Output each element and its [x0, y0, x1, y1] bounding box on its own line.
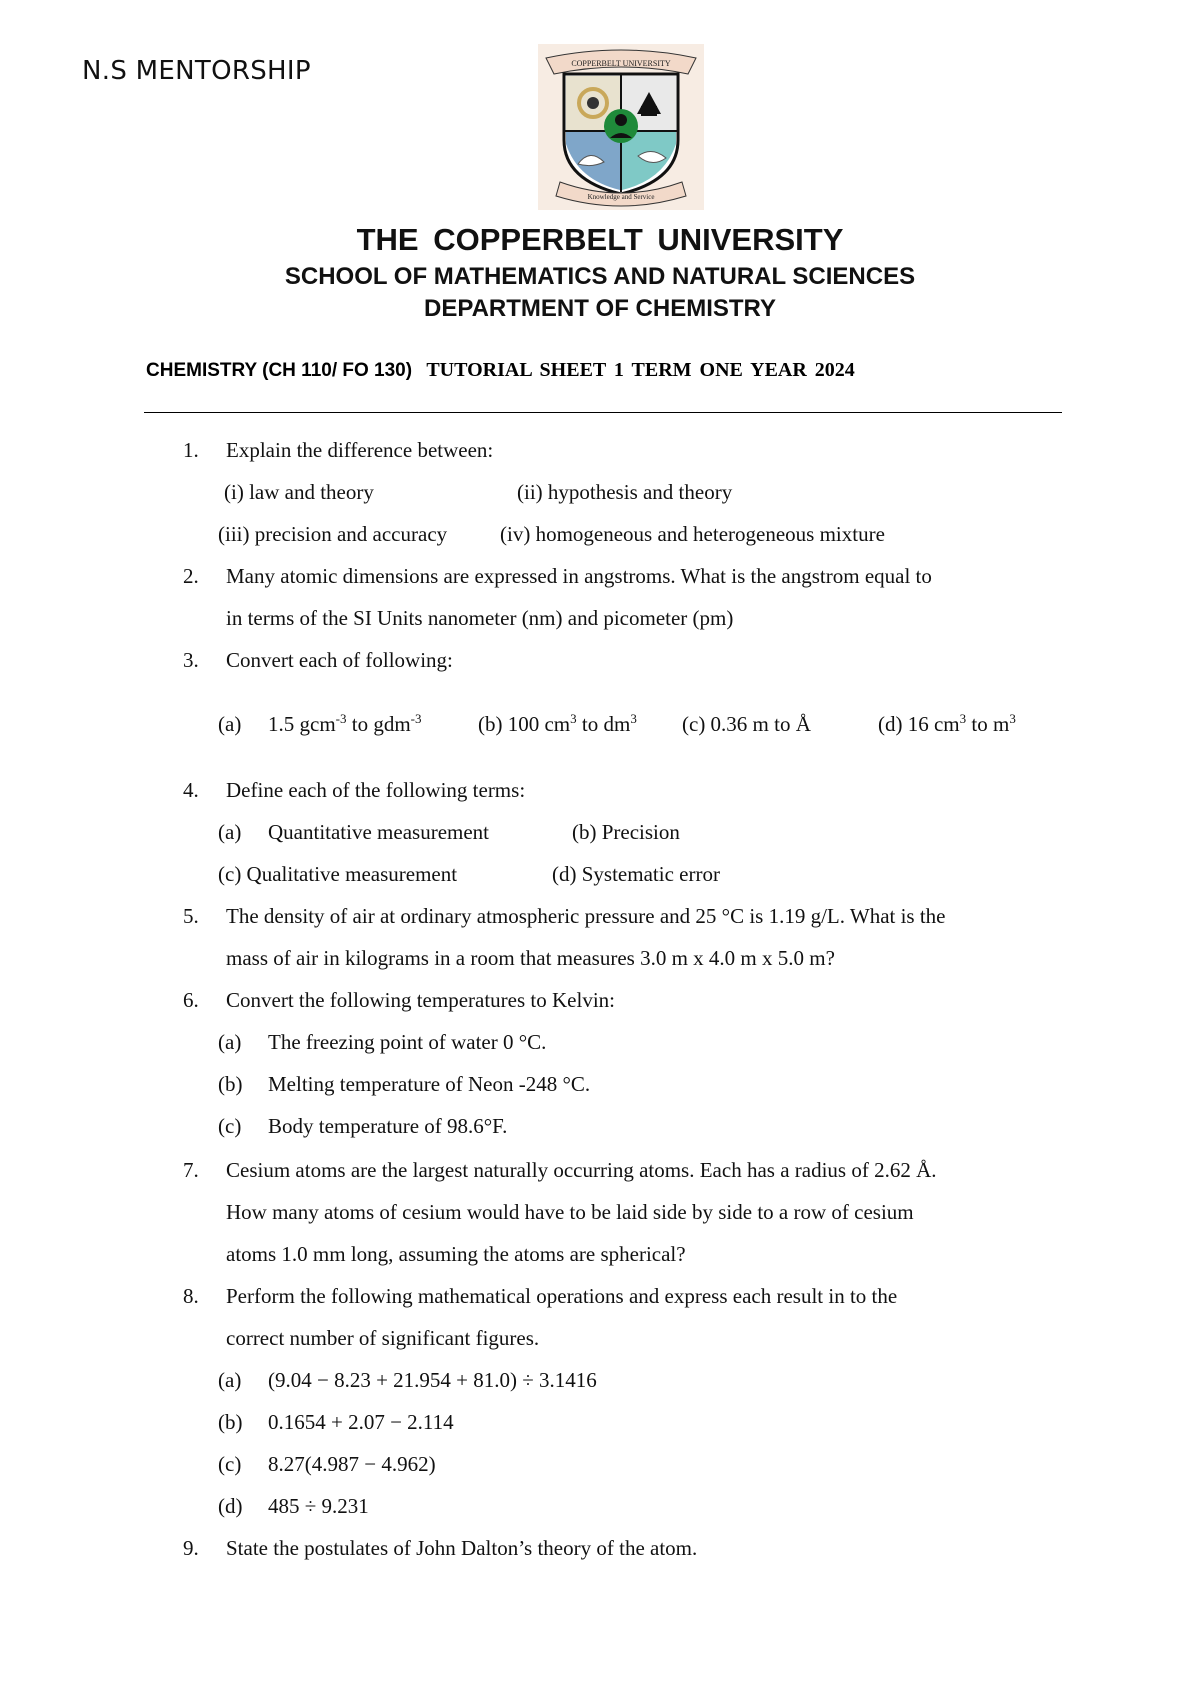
conversion-a: 1.5 gcm$^{-3}$ to gdm$^{-3}$: [268, 711, 422, 736]
question-text: How many atoms of cesium would have to be laid side by side to a row of cesium: [226, 1200, 914, 1224]
question-text: Perform the following mathematical operations and express each result in to the: [226, 1284, 898, 1308]
question-number: 2.: [183, 564, 199, 588]
subitem-label: (b): [218, 1410, 243, 1434]
question-text: Cesium atoms are the largest naturally occurring atoms. Each has a radius of 2.62 Å.: [226, 1158, 937, 1182]
conversion-c: (c) 0.36 m to Å: [682, 712, 811, 736]
question-number: 6.: [183, 988, 199, 1012]
subitem: (iv) homogeneous and heterogeneous mixture: [500, 522, 885, 546]
question-number: 9.: [183, 1536, 199, 1560]
question-text: State the postulates of John Dalton’s theory of the atom.: [226, 1536, 698, 1560]
subitem-label: (d): [218, 1494, 243, 1518]
subitem-label: (a): [218, 1368, 242, 1392]
question-text: Convert the following temperatures to Kelvin:: [226, 988, 615, 1012]
university-crest-logo: [538, 44, 704, 210]
subitem: (9.04 − 8.23 + 21.954 + 81.0) ÷ 3.1416: [268, 1368, 597, 1392]
subitem: Body temperature of 98.6°F.: [268, 1114, 508, 1138]
question-number: 8.: [183, 1284, 199, 1308]
subitem-label: (a): [218, 712, 242, 736]
subitem: 485 ÷ 9.231: [268, 1494, 369, 1518]
crest-motto: Knowledge and Service: [587, 193, 655, 201]
subitem: (ii) hypothesis and theory: [517, 480, 733, 504]
question-text: Many atomic dimensions are expressed in angstroms. What is the angstrom equal to: [226, 564, 932, 588]
subitem-label: (c): [218, 1114, 242, 1138]
question-number: 3.: [183, 648, 199, 672]
school-title: SCHOOL OF MATHEMATICS AND NATURAL SCIENCES: [284, 263, 916, 290]
question-text: atoms 1.0 mm long, assuming the atoms are spherical?: [226, 1242, 686, 1266]
question-text: Explain the difference between:: [226, 438, 494, 462]
subitem: Melting temperature of Neon -248 °C.: [268, 1072, 591, 1096]
watermark-text: N.S MENTORSHIP: [82, 56, 311, 86]
header-divider: [144, 412, 1062, 413]
tutorial-details: TUTORIAL SHEET 1 TERM ONE YEAR 2024: [426, 359, 855, 381]
question-number: 4.: [183, 778, 199, 802]
subitem-label: (a): [218, 1030, 242, 1054]
subitem-label: (b): [218, 1072, 243, 1096]
subitem: (b) Precision: [572, 820, 680, 844]
question-number: 7.: [183, 1158, 199, 1182]
question-text: in terms of the SI Units nanometer (nm) and picometer (pm): [226, 606, 734, 630]
subitem: Quantitative measurement: [268, 820, 490, 844]
question-text: Convert each of following:: [226, 648, 453, 672]
university-title: THE COPPERBELT UNIVERSITY: [356, 222, 844, 257]
subitem: (c) Qualitative measurement: [218, 862, 458, 886]
course-code: CHEMISTRY (CH 110/ FO 130): [146, 360, 413, 381]
subitem: (i) law and theory: [224, 480, 374, 504]
subitem: The freezing point of water 0 °C.: [268, 1030, 547, 1054]
question-number: 1.: [183, 438, 199, 462]
subitem: 8.27(4.987 − 4.962): [268, 1452, 436, 1476]
question-text: The density of air at ordinary atmospheric pressure and 25 °C is 1.19 g/L. What is the: [226, 904, 946, 928]
question-text: Define each of the following terms:: [226, 778, 526, 802]
question-text: correct number of significant figures.: [226, 1326, 540, 1350]
subitem: (iii) precision and accuracy: [218, 522, 448, 546]
subitem: 0.1654 + 2.07 − 2.114: [268, 1410, 454, 1434]
question-number: 5.: [183, 904, 199, 928]
conversion-b: (b) 100 $cm^3$ to $dm^3$: [478, 711, 637, 736]
subitem-label: (a): [218, 820, 242, 844]
subitem: (d) Systematic error: [552, 862, 720, 886]
department-title: DEPARTMENT OF CHEMISTRY: [424, 295, 776, 322]
question-text: mass of air in kilograms in a room that measures 3.0 m x 4.0 m x 5.0 m?: [226, 946, 835, 970]
conversion-d: (d) 16 $cm^3$ to $m^3$: [878, 711, 1016, 736]
subitem-label: (c): [218, 1452, 242, 1476]
course-line: [146, 359, 855, 382]
crest-ring-text: COPPERBELT UNIVERSITY: [571, 59, 671, 68]
